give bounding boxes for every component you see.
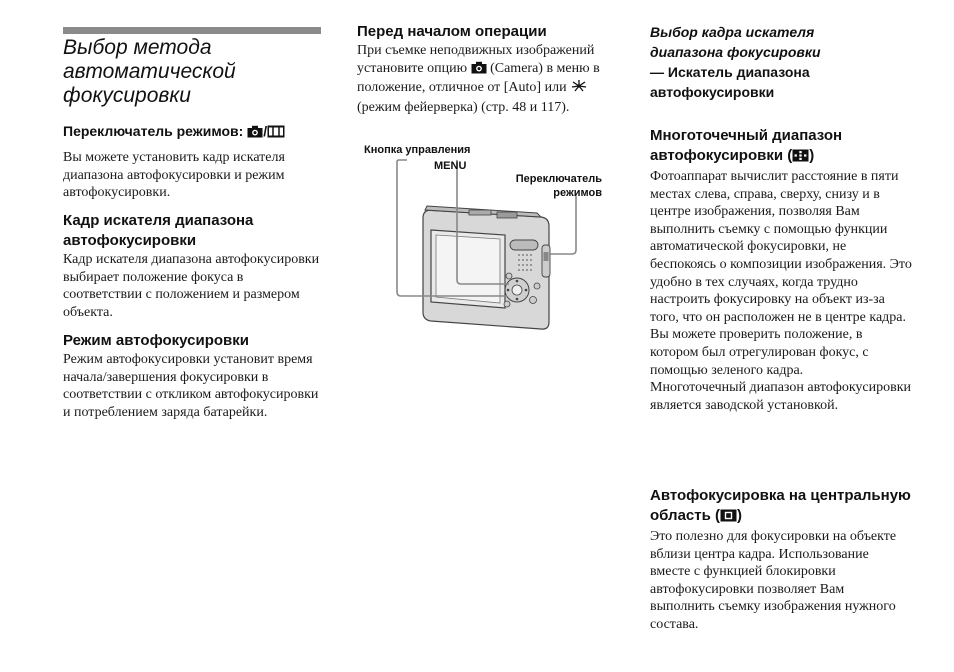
title-line-3: фокусировки bbox=[63, 84, 191, 107]
label-control-button: Кнопка управления bbox=[364, 144, 471, 156]
frame-selection-subheading: — Искатель диапазона автофокусировки bbox=[650, 64, 810, 100]
af-frame-text: Кадр искателя диапазона автофокусировки выбирает положение фокуса в соответствии с положением и размером объекта. bbox=[63, 252, 320, 320]
af-mode-text: Режим автофокусировки установит время начала/завершения фокусировки в соответствии с откликом автофокусировки и потреблением заряда батарейки. bbox=[63, 352, 319, 420]
intro-text: Вы можете установить кадр искателя диапазона автофокусировки и режим автофокусировки. bbox=[63, 150, 285, 201]
camera-icon bbox=[247, 123, 263, 143]
movie-film-icon bbox=[267, 123, 285, 143]
camera-body bbox=[423, 206, 550, 329]
camera-icon bbox=[471, 61, 487, 80]
camera-illustration bbox=[357, 140, 607, 340]
frame-selection-heading: Выбор кадра искателя диапазона фокусировки bbox=[650, 24, 821, 60]
title-line-1: Выбор метода bbox=[63, 36, 212, 59]
label-mode-switch: Переключатель режимов bbox=[515, 173, 602, 199]
af-frame-heading: Кадр искателя диапазона автофокусировки bbox=[63, 212, 254, 249]
fireworks-icon bbox=[570, 79, 588, 99]
section-header-bar bbox=[63, 27, 321, 34]
multi-point-af-icon bbox=[792, 148, 809, 168]
mode-switch-heading: Переключатель режимов: / bbox=[63, 121, 333, 143]
title-line-2: автоматической bbox=[63, 60, 236, 83]
multi-af-heading: Многоточечный диапазон автофокусировки ( ) bbox=[650, 126, 912, 168]
center-af-icon bbox=[720, 508, 737, 528]
before-operation-text: При съемке неподвижных изображений установите опцию (Camera) в меню в положение, отличное от [Auto] или (режим фейерверка) (стр. 48 и 117). bbox=[357, 43, 600, 115]
center-af-heading: Автофокусировка на центральную область ( ) bbox=[650, 486, 912, 528]
page-title bbox=[63, 36, 323, 108]
mode-switch-heading-block bbox=[63, 121, 333, 143]
before-operation-heading: Перед началом операции bbox=[357, 23, 547, 40]
label-menu: MENU bbox=[434, 160, 467, 172]
multi-af-text: Фотоаппарат вычислит расстояние в пяти местах слева, справа, сверху, снизу и в центре изображения, позволяя Вам выполнить съемку с помощью функции автоматической фокусировки, не беспокоясь о композиции изображения. Это удобно в тех случаях, когда трудно настроить фокусировку на объект из-за того, что он расположен не в центре кадра. Вы можете проверить положение, в котором был отрегулирован фокус, с помощью зеленого кадра. bbox=[650, 169, 912, 378]
multi-af-default-text: Многоточечный диапазон автофокусировки является заводской установкой. bbox=[650, 380, 912, 413]
af-mode-heading: Режим автофокусировки bbox=[63, 332, 249, 349]
center-af-text: Это полезно для фокусировки на объекте вблизи центра кадра. Использование вместе с функцией блокировки автофокусировки позволяет Вам выполнить съемку изображения нужного состава. bbox=[650, 529, 897, 632]
